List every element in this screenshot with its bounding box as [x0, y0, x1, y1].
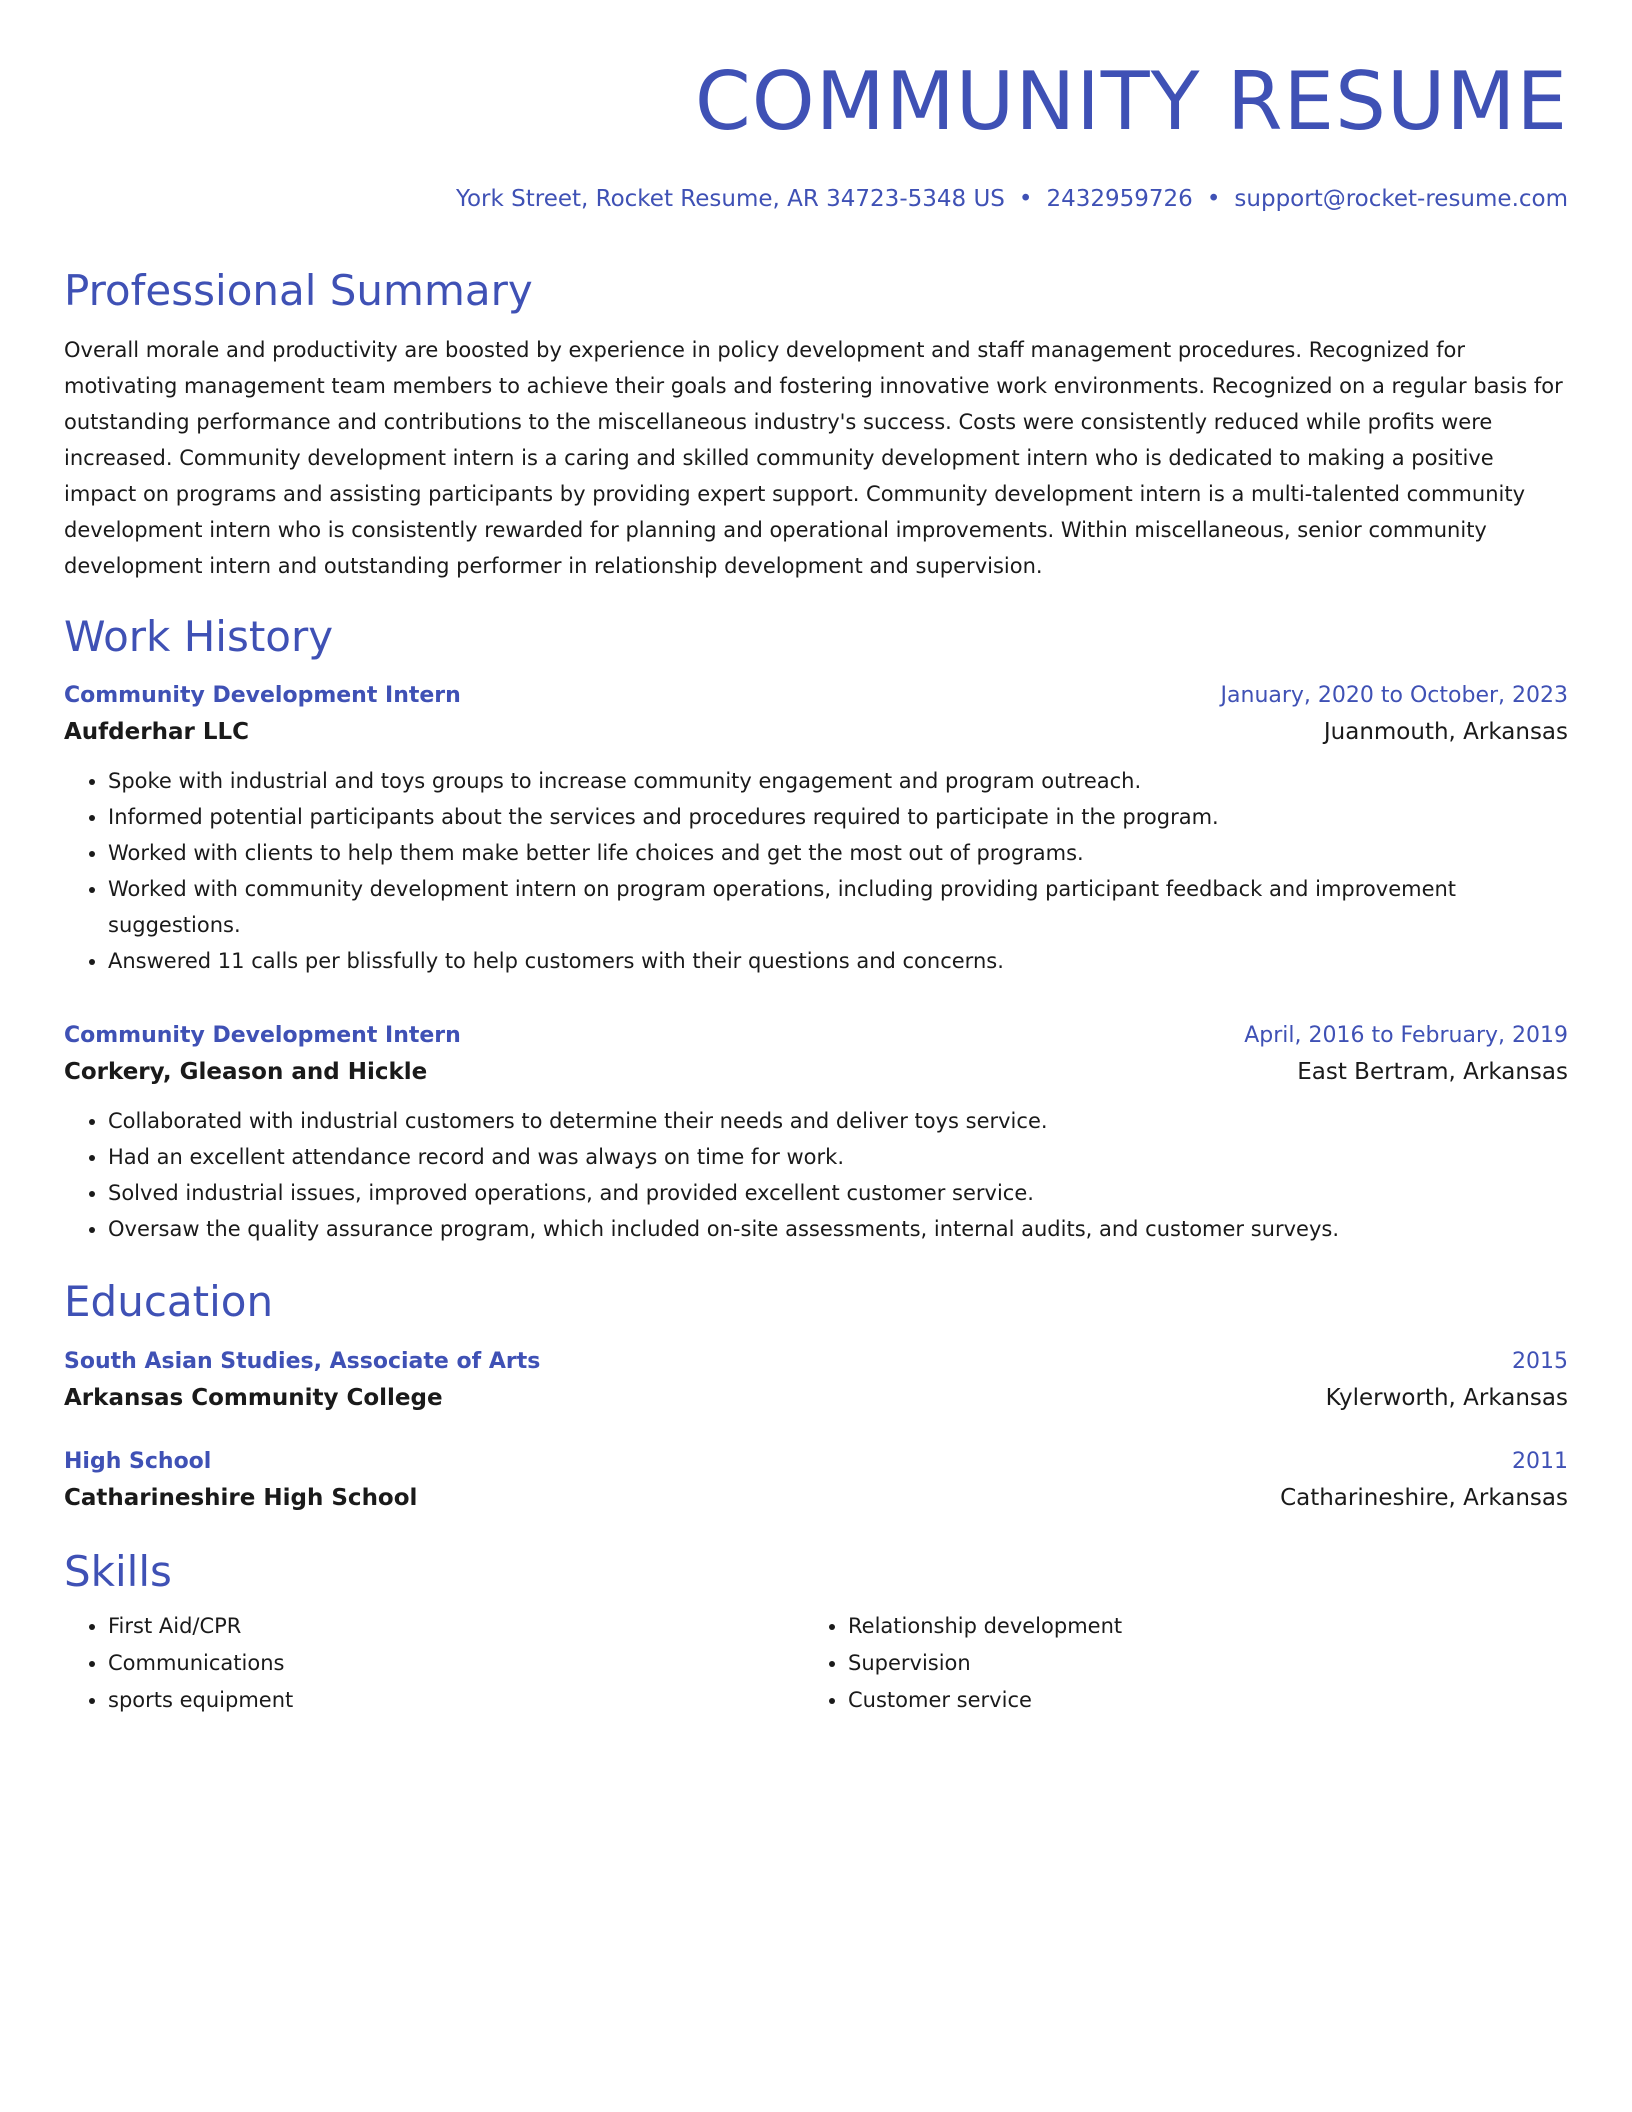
skill-item: • Communications — [108, 1645, 816, 1682]
skill-item: • Supervision — [848, 1645, 1568, 1682]
skill-item: • Relationship development — [848, 1608, 1568, 1645]
section-title-skills: Skills — [64, 1547, 172, 1597]
resume-name: COMMUNITY RESUME — [694, 55, 1568, 148]
job-dates: January, 2020 to October, 2023 — [1220, 682, 1568, 708]
job-dates: April, 2016 to February, 2019 — [1244, 1022, 1568, 1048]
job-location: Juanmouth, Arkansas — [1323, 718, 1568, 745]
job-employer: Aufderhar LLC — [64, 718, 250, 745]
job-location: East Bertram, Arkansas — [1297, 1058, 1568, 1085]
job-title: Community Development Intern — [64, 682, 461, 708]
job-bullet: • Informed potential participants about the services and procedures required to participate in the program. — [108, 799, 1568, 835]
job-bullet: • Worked with clients to help them make better life choices and get the most out of programs. — [108, 835, 1568, 871]
contact-phone: 2432959726 — [1046, 186, 1193, 212]
education-entry — [64, 1345, 1568, 1417]
contact-line — [64, 184, 1568, 214]
skills-column-left — [64, 1608, 816, 1719]
education-location: Kylerworth, Arkansas — [1325, 1385, 1568, 1412]
job-bullet: • Answered 11 calls per blissfully to help customers with their questions and concerns. — [108, 943, 1568, 979]
summary-text: Overall morale and productivity are boosted by experience in policy development and staff management procedures. Recognized for motivating management team members to achieve their goals and fostering innovative work environments. Recognized on a regular basis for outstanding performance and contributions to the miscellaneous industry's success. Costs were consistently reduced while profits were increased. Community development intern is a caring and skilled community development intern who is dedicated to making a positive impact on programs and assisting participants by providing expert support. Community development intern is a multi-talented community development intern who is consistently rewarded for planning and operational improvements. Within miscellaneous, senior community development intern and outstanding performer in relationship development and supervision. — [64, 338, 1563, 579]
skill-item: • Customer service — [848, 1682, 1568, 1719]
job-bullet: • Had an excellent attendance record and was always on time for work. — [108, 1139, 1568, 1175]
job-bullets — [64, 1103, 1568, 1247]
skill-item: • sports equipment — [108, 1682, 816, 1719]
skills-list — [64, 1608, 1568, 1719]
education-entry — [64, 1445, 1568, 1517]
job-bullet: • Oversaw the quality assurance program, which included on-site assessments, internal audits, and customer surveys. — [108, 1211, 1568, 1247]
section-title-education: Education — [64, 1276, 274, 1326]
education-year: 2015 — [1512, 1349, 1568, 1375]
job-bullet: • Spoke with industrial and toys groups to increase community engagement and program outreach. — [108, 763, 1568, 799]
contact-address: York Street, Rocket Resume, AR 34723-5348 US — [455, 186, 1005, 212]
education-school: Arkansas Community College — [64, 1385, 443, 1412]
job-title: Community Development Intern — [64, 1022, 461, 1048]
education-degree: High School — [64, 1449, 212, 1475]
job-bullet: • Worked with community development intern on program operations, including providing participant feedback and improvement suggestions. — [108, 871, 1568, 943]
education-location: Catharineshire, Arkansas — [1280, 1485, 1568, 1512]
education-degree: South Asian Studies, Associate of Arts — [64, 1349, 541, 1375]
education-year: 2011 — [1512, 1449, 1568, 1475]
education-school: Catharineshire High School — [64, 1485, 418, 1512]
section-title-summary: Professional Summary — [64, 266, 533, 315]
job-employer: Corkery, Gleason and Hickle — [64, 1058, 428, 1085]
skills-column-right — [816, 1608, 1568, 1719]
skill-item: • First Aid/CPR — [108, 1608, 816, 1645]
job-bullet: • Solved industrial issues, improved operations, and provided excellent customer service. — [108, 1175, 1568, 1211]
section-title-work: Work History — [64, 612, 334, 662]
contact-email[interactable]: support@rocket-resume.com — [1234, 186, 1568, 212]
job-entry — [64, 679, 1568, 979]
contact-separator: • — [1018, 186, 1033, 212]
job-bullet: • Collaborated with industrial customers to determine their needs and deliver toys service. — [108, 1103, 1568, 1139]
contact-separator: • — [1206, 186, 1221, 212]
job-entry — [64, 1019, 1568, 1247]
job-bullets — [64, 763, 1568, 979]
